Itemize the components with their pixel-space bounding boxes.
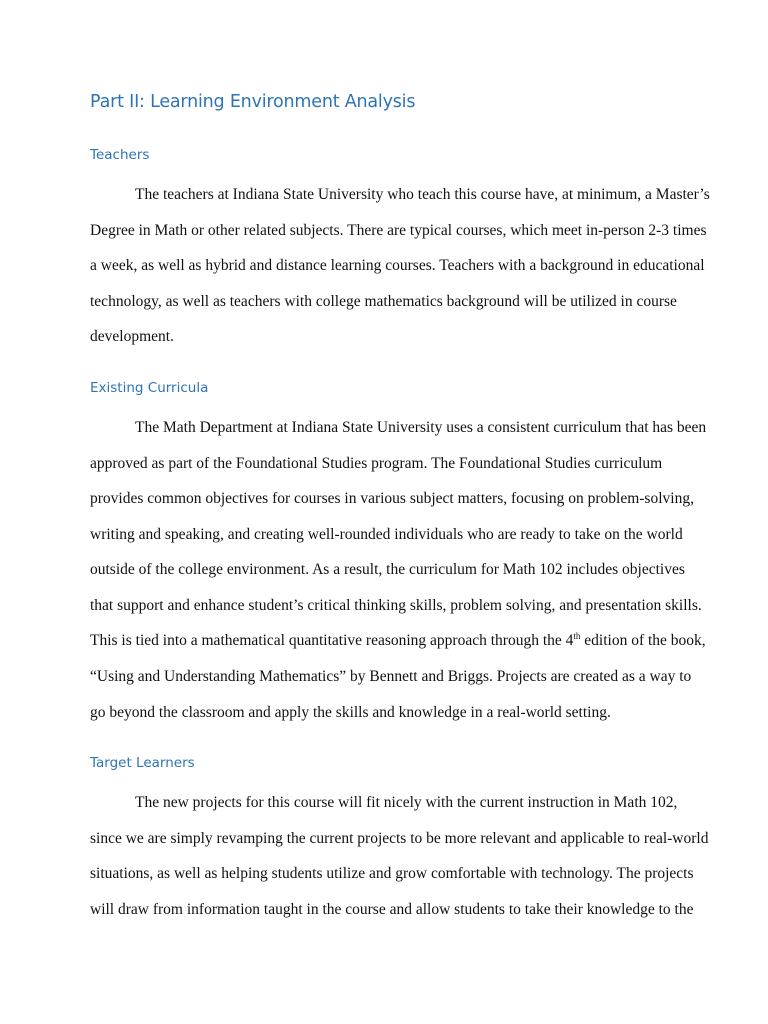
section-heading-target-learners: Target Learners [90, 755, 195, 771]
paragraph-line: The new projects for this course will fit nicely with the current instruction in Math 102, [135, 794, 678, 811]
paragraph-line: that support and enhance student’s critical thinking skills, problem solving, and presentation skills. [90, 597, 702, 614]
paragraph-line: “Using and Understanding Mathematics” by Bennett and Briggs. Projects are created as a way to [90, 668, 692, 685]
ordinal-superscript: th [573, 630, 581, 641]
paragraph-line: provides common objectives for courses in various subject matters, focusing on problem-solving, [90, 490, 694, 507]
paragraph-line: The teachers at Indiana State University who teach this course have, at minimum, a Master’s [135, 186, 710, 203]
line-text: This is tied into a mathematical quantitative reasoning approach through the 4 [90, 632, 574, 649]
paragraph-line: outside of the college environment. As a result, the curriculum for Math 102 includes objectives [90, 561, 685, 578]
section-heading-teachers: Teachers [90, 147, 150, 163]
line-text: edition of the book, [580, 632, 706, 649]
paragraph-line: since we are simply revamping the current projects to be more relevant and applicable to real-world [90, 830, 709, 847]
paragraph-line: a week, as well as hybrid and distance learning courses. Teachers with a background in educational [90, 257, 705, 274]
paragraph-line: The Math Department at Indiana State University uses a consistent curriculum that has been [135, 419, 707, 436]
paragraph-line: technology, as well as teachers with college mathematics background will be utilized in course [90, 293, 677, 310]
paragraph-line [90, 632, 706, 650]
paragraph-line: development. [90, 328, 174, 345]
paragraph-line: approved as part of the Foundational Studies program. The Foundational Studies curriculum [90, 455, 663, 472]
paragraph-line: go beyond the classroom and apply the skills and knowledge in a real-world setting. [90, 704, 611, 721]
document-title: Part II: Learning Environment Analysis [90, 92, 416, 112]
paragraph-line: will draw from information taught in the course and allow students to take their knowledge to the [90, 901, 694, 918]
paragraph-line: situations, as well as helping students utilize and grow comfortable with technology. The projects [90, 865, 694, 882]
paragraph-line: Degree in Math or other related subjects. There are typical courses, which meet in-person 2-3 times [90, 222, 707, 239]
paragraph-line: writing and speaking, and creating well-rounded individuals who are ready to take on the world [90, 526, 683, 543]
section-heading-existing-curricula: Existing Curricula [90, 380, 209, 396]
